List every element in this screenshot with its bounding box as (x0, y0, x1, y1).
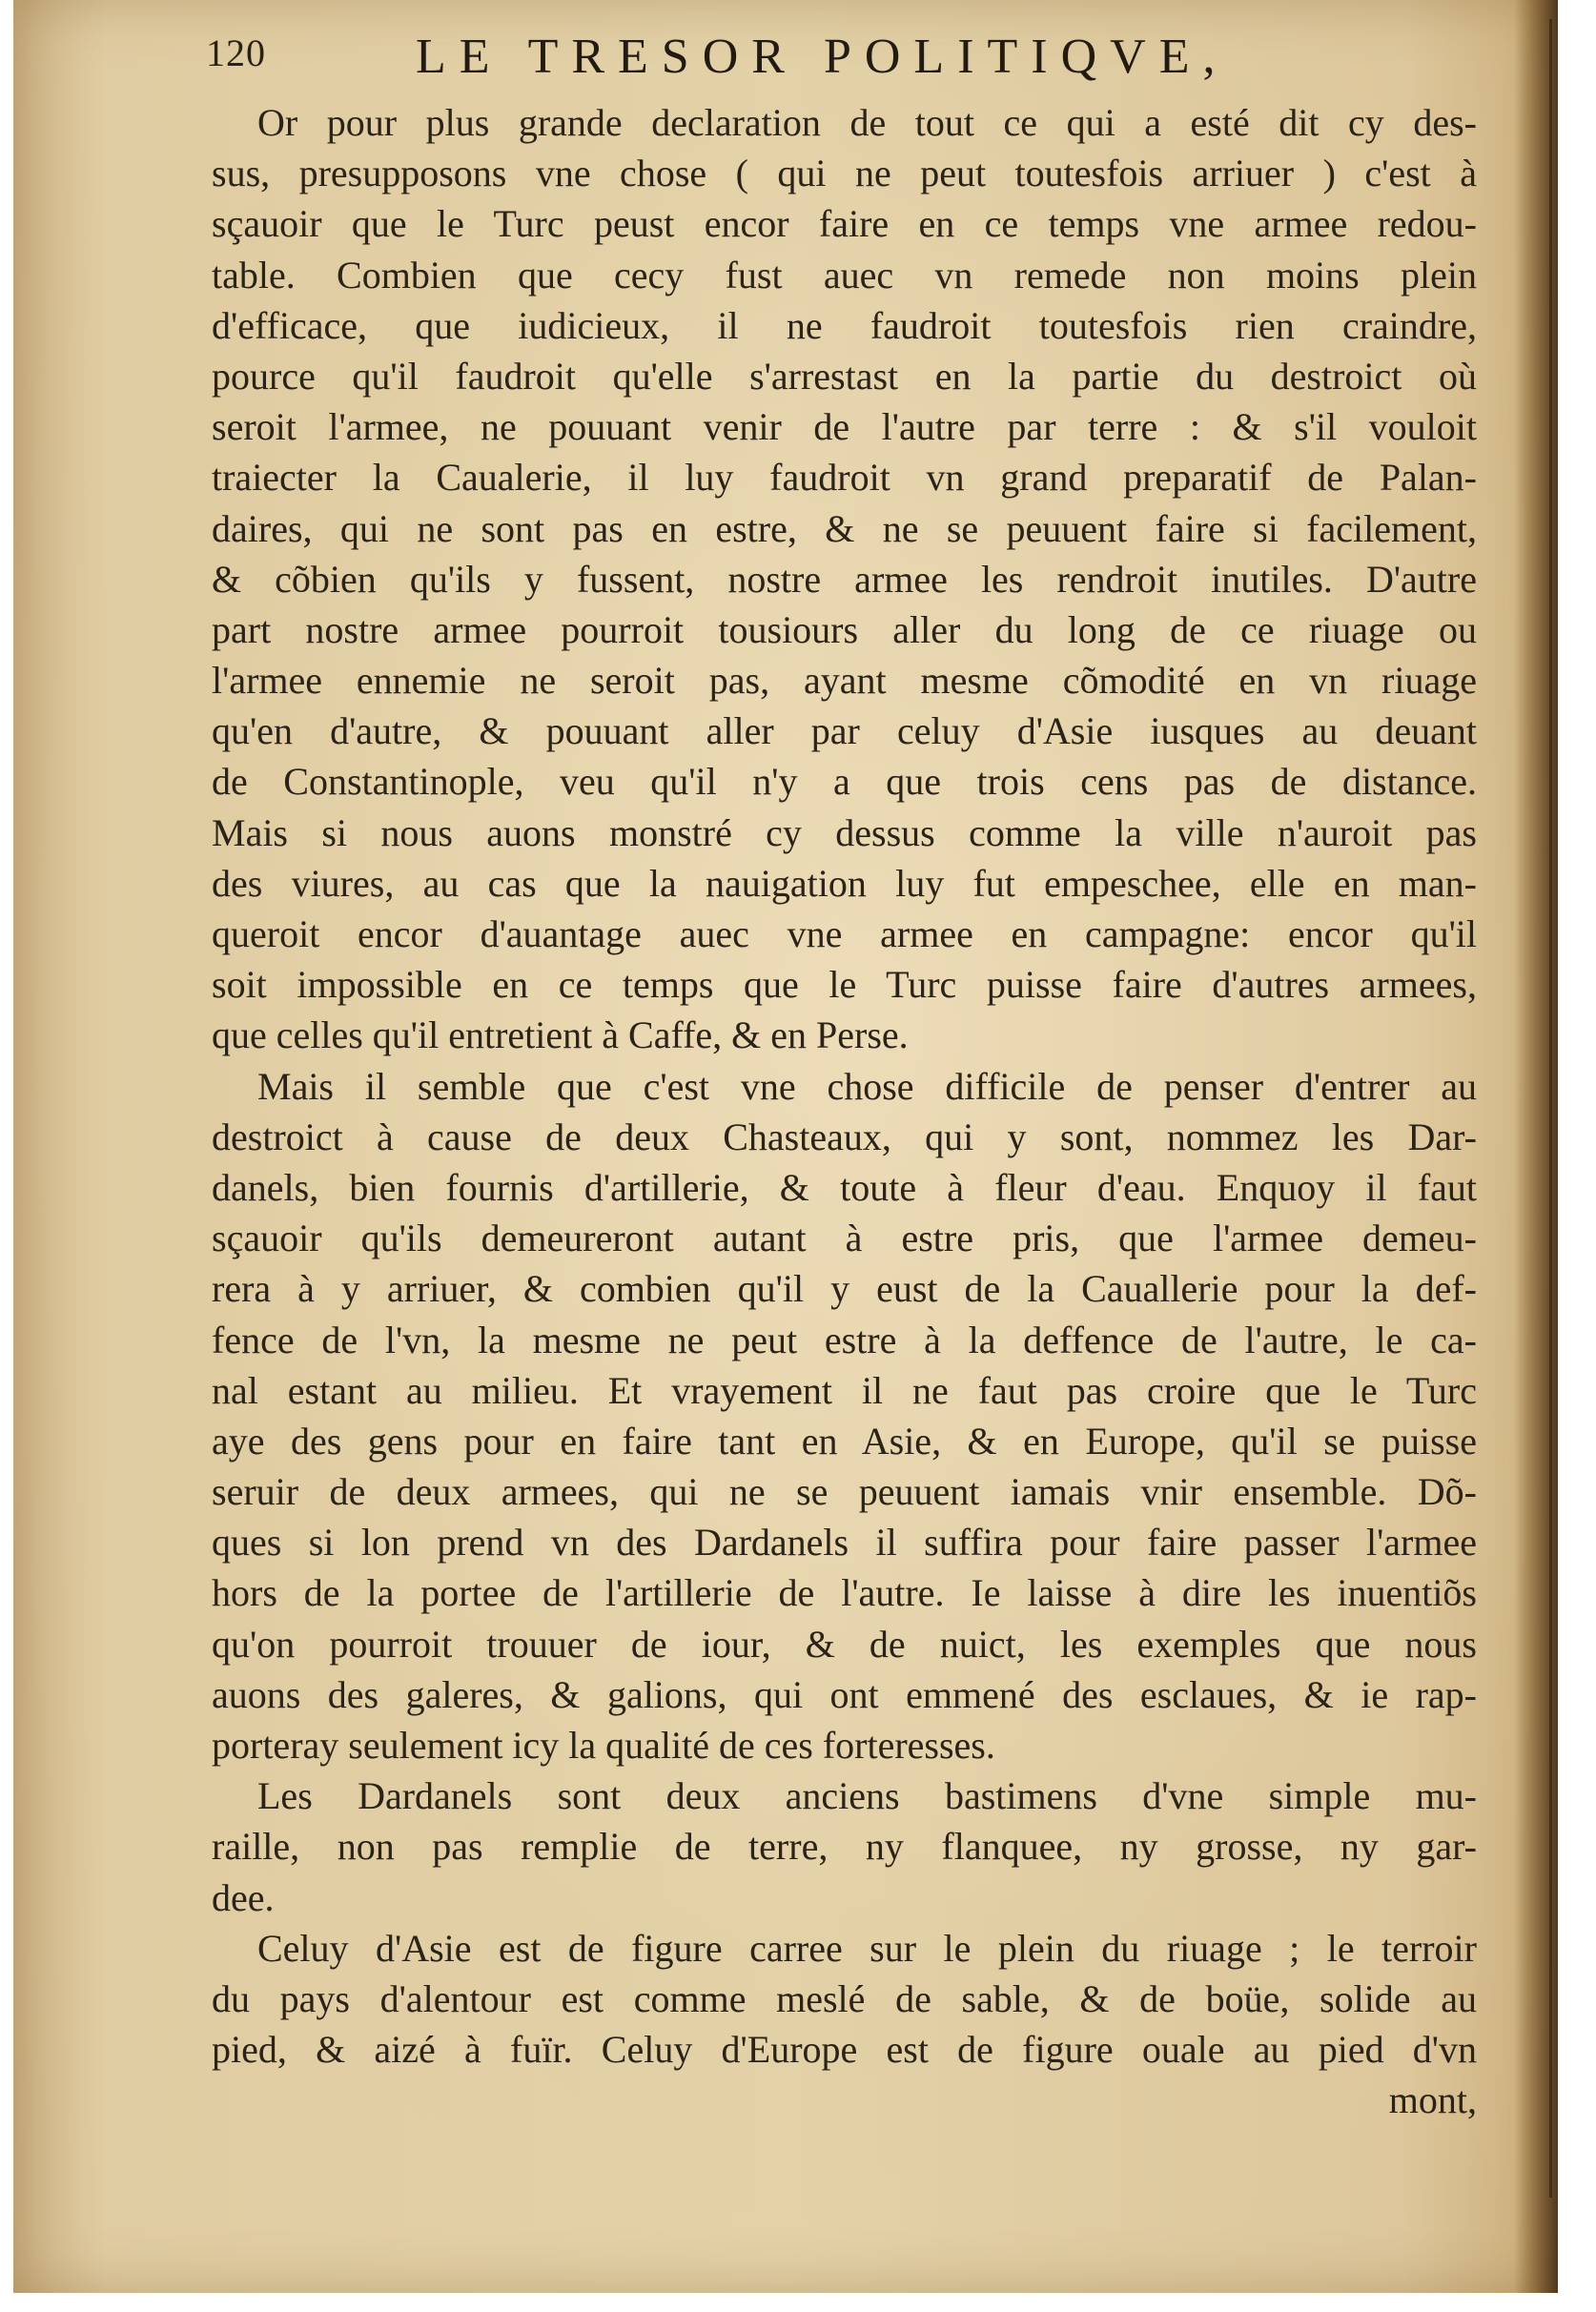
text-line: sçauoir que le Turc peust encor faire en ce temps vne armee redou- (212, 202, 1477, 246)
text-line: traiecter la Caualerie, il luy faudroit vn grand preparatif de Palan- (212, 456, 1477, 500)
text-line: daires, qui ne sont pas en estre, & ne se peuuent faire si facilement, (212, 506, 1477, 550)
text-line: pource qu'il faudroit qu'elle s'arrestast en la partie du destroict où (212, 354, 1477, 398)
text-line: aye des gens pour en faire tant en Asie, & en Europe, qu'il se puisse (212, 1419, 1477, 1463)
text-line: destroict à cause de deux Chasteaux, qui y sont, nommez les Dar- (212, 1115, 1477, 1158)
text-line: de Constantinople, veu qu'il n'y a que trois cens pas de distance. (212, 760, 1477, 804)
text-line: porteray seulement icy la qualité de ces forteresses. (212, 1724, 995, 1767)
book-page (13, 0, 1558, 2293)
body-text (212, 97, 1477, 2126)
text-line: raille, non pas remplie de terre, ny flanquee, ny grosse, ny gar- (212, 1825, 1477, 1869)
text-line: part nostre armee pourroit tousiours aller du long de ce riuage ou (212, 607, 1477, 651)
text-line: qu'en d'autre, & pouuant aller par celuy d'Asie iusques au deuant (212, 709, 1477, 753)
running-title: LE TRESOR POLITIQVE, (416, 30, 1229, 84)
text-line: d'efficace, que iudicieux, il ne faudroit toutesfois rien craindre, (212, 303, 1477, 347)
text-line: table. Combien que cecy fust auec vn remede non moins plein (212, 253, 1477, 297)
text-line: Celuy d'Asie est de figure carree sur le plein du riuage ; le terroir (257, 1926, 1477, 1970)
text-line: du pays d'alentour est comme meslé de sable, & de boüe, solide au (212, 1976, 1477, 2020)
text-line: seroit l'armee, ne pouuant venir de l'autre par terre : & s'il vouloit (212, 405, 1477, 449)
text-line: rera à y arriuer, & combien qu'il y eust de la Cauallerie pour la def- (212, 1267, 1477, 1311)
text-line: sus, presupposons vne chose ( qui ne peut toutesfois arriuer ) c'est à (212, 152, 1477, 195)
text-line: Mais il semble que c'est vne chose difficile de penser d'entrer au (257, 1064, 1477, 1108)
text-line: l'armee ennemie ne seroit pas, ayant mesme cõmodité en vn riuage (212, 659, 1477, 703)
text-line: hors de la portee de l'artillerie de l'autre. Ie laisse à dire les inuentiõs (212, 1571, 1477, 1615)
catchword: mont, (1388, 2078, 1477, 2122)
text-line: Les Dardanels sont deux anciens bastimens d'vne simple mu- (257, 1774, 1477, 1818)
text-line: danels, bien fournis d'artillerie, & toute à fleur d'eau. Enquoy il faut (212, 1165, 1477, 1209)
text-line: fence de l'vn, la mesme ne peut estre à la deffence de l'autre, le ca- (212, 1318, 1477, 1361)
text-line: & cõbien qu'ils y fussent, nostre armee les rendroit inutiles. D'autre (212, 557, 1477, 601)
page-number: 120 (206, 31, 266, 74)
text-line: que celles qu'il entretient à Caffe, & en Perse. (212, 1013, 909, 1057)
text-line: nal estant au milieu. Et vrayement il ne faut pas croire que le Turc (212, 1368, 1477, 1412)
text-line: queroit encor d'auantage auec vne armee en campagne: encor qu'il (212, 912, 1477, 955)
book-gutter (1514, 0, 1558, 2293)
text-line: des viures, au cas que la nauigation luy fut empeschee, elle en man- (212, 861, 1477, 905)
text-line: pied, & aizé à fuïr. Celuy d'Europe est de figure ouale au pied d'vn (212, 2028, 1477, 2072)
text-line: dee. (212, 1875, 275, 1919)
text-line: qu'on pourroit trouuer de iour, & de nuict, les exemples que nous (212, 1622, 1477, 1666)
text-line: ques si lon prend vn des Dardanels il suffira pour faire passer l'armee (212, 1521, 1477, 1565)
page-header (206, 29, 1483, 95)
text-line: auons des galeres, & galions, qui ont emmené des esclaues, & ie rap- (212, 1672, 1477, 1716)
text-line: Mais si nous auons monstré cy dessus comme la ville n'auroit pas (212, 810, 1477, 854)
text-line: sçauoir qu'ils demeureront autant à estre pris, que l'armee demeu- (212, 1217, 1477, 1260)
text-line: soit impossible en ce temps que le Turc puisse faire d'autres armees, (212, 963, 1477, 1007)
text-line: Or pour plus grande declaration de tout ce qui a esté dit cy des- (257, 101, 1477, 144)
text-line: seruir de deux armees, qui ne se peuuent iamais vnir ensemble. Dõ- (212, 1470, 1477, 1514)
